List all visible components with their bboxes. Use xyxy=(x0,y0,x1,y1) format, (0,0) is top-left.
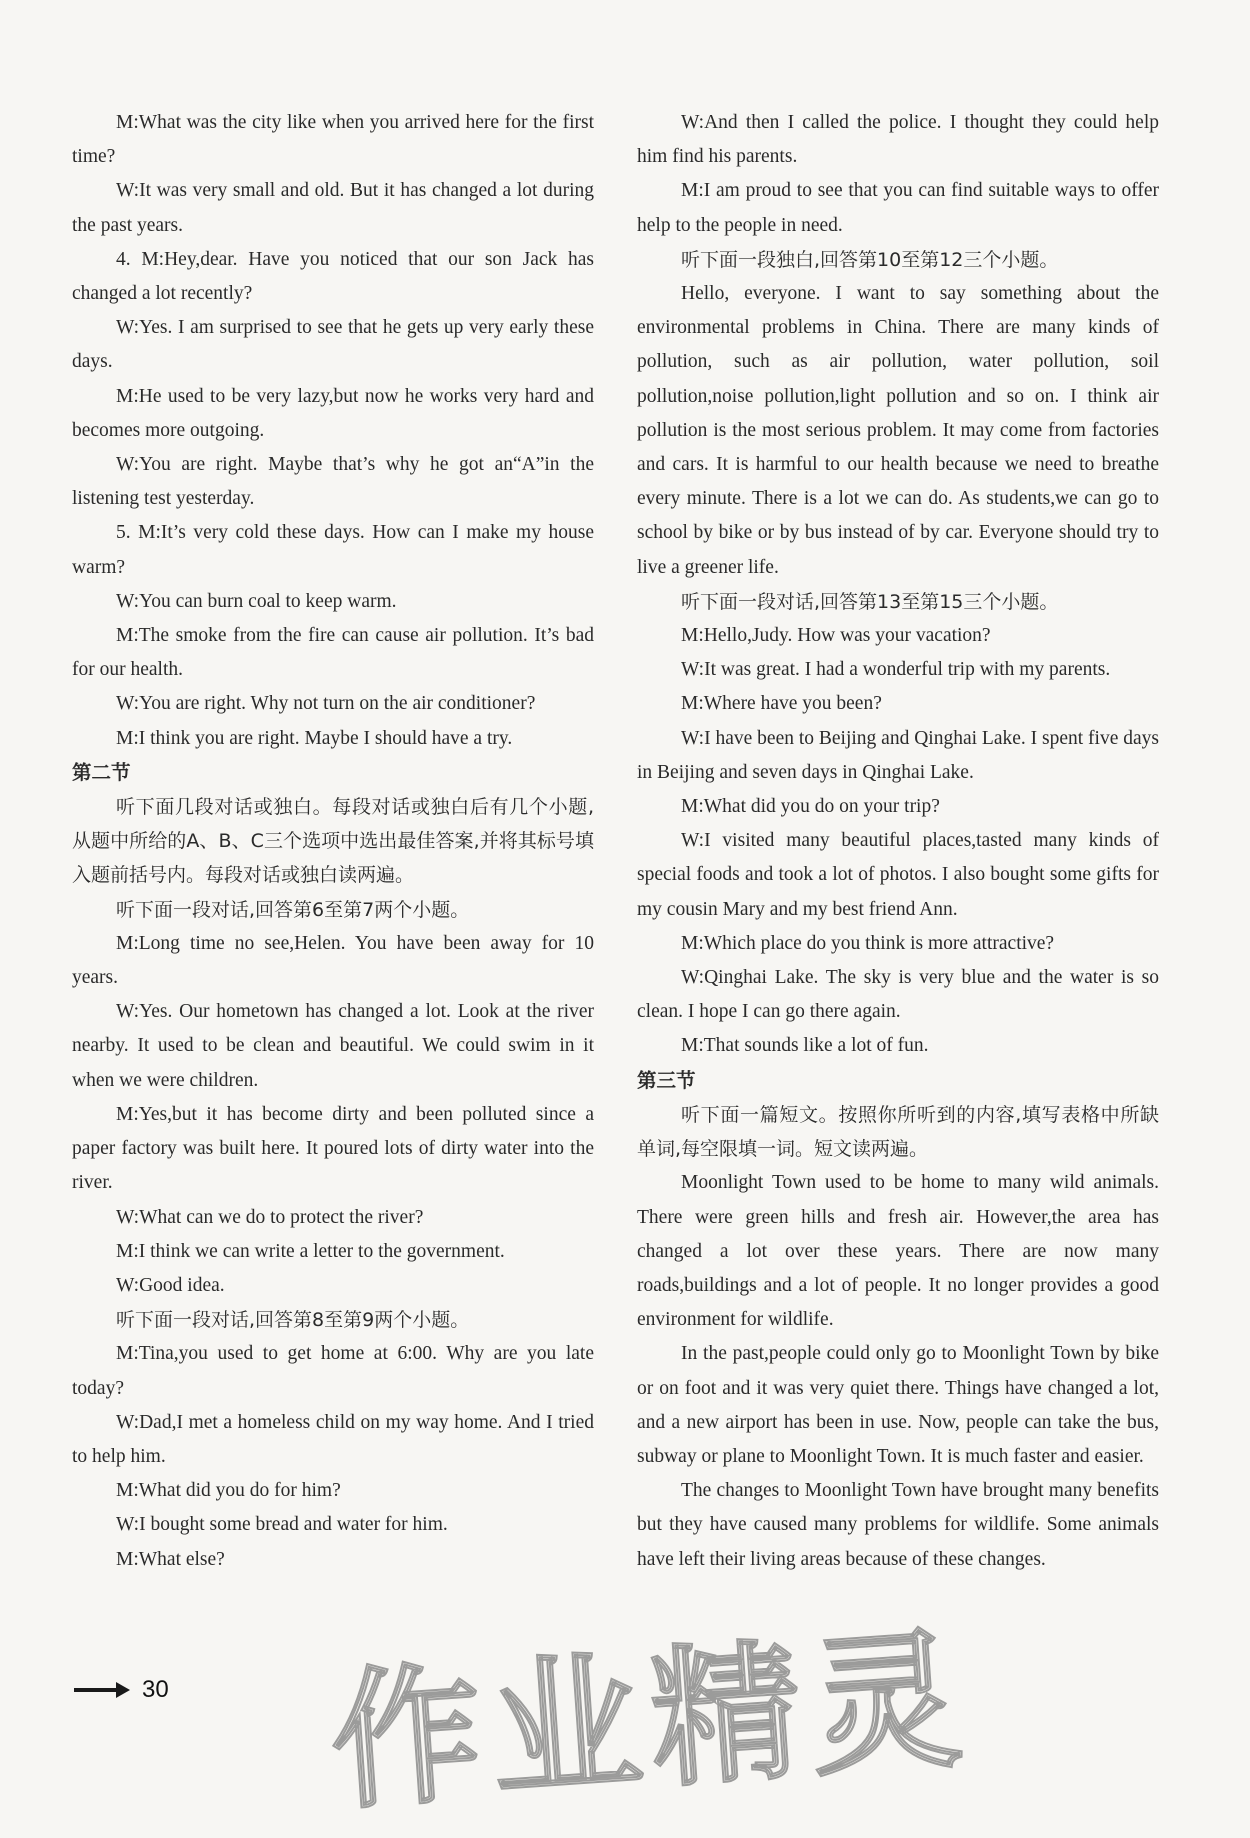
transcript-paragraph: W:You are right. Maybe that’s why he got an“A”in the listening test yesterday. xyxy=(72,454,594,510)
instruction-text: 听下面一篇短文。按照你所听到的内容,填写表格中所缺单词,每空限填一词。短文读两遍。 xyxy=(637,1103,1159,1161)
right-column xyxy=(637,106,1159,1577)
transcript-paragraph: W:I have been to Beijing and Qinghai Lake. I spent five days in Beijing and seven days in Qinghai Lake. xyxy=(637,727,1159,783)
instruction-text: 听下面几段对话或独白。每段对话或独白后有几个小题,从题中所给的A、B、C三个选项中选出最佳答案,并将其标号填入题前括号内。每段对话或独白读两遍。 xyxy=(72,796,594,887)
transcript-paragraph: In the past,people could only go to Moonlight Town by bike or on foot and it was very quiet there. Things have changed a lot, and a new airport has been in use. Now, people can take the bus, subway or plane to Moonlight Town. It is much faster and easier. xyxy=(637,1343,1159,1467)
transcript-paragraph: M:What was the city like when you arrived here for the first time? xyxy=(72,112,594,168)
transcript-paragraph: Hello, everyone. I want to say something about the environmental problems in China. There are many kinds of pollution, such as air pollution, water pollution, soil pollution,noise pollution,light pollution and so on. I think air pollution is the most serious problem. It may come from factories and cars. It is harmful to our health because we need to breathe every minute. There is a lot we can do. As students,we can go to school by bike or by bus instead of by car. Everyone should try to live a greener life. xyxy=(637,283,1159,578)
transcript-paragraph: M:I am proud to see that you can find suitable ways to offer help to the people in need. xyxy=(637,180,1159,236)
left-column xyxy=(72,106,594,1577)
transcript-paragraph: W:It was great. I had a wonderful trip with my parents. xyxy=(681,659,1111,681)
arrow-right-icon xyxy=(72,1678,132,1702)
transcript-paragraph: M:What did you do for him? xyxy=(116,1480,341,1502)
instruction-text: 听下面一段对话,回答第8至第9两个小题。 xyxy=(116,1309,470,1332)
transcript-paragraph: M:Yes,but it has become dirty and been polluted since a paper factory was built here. It poured lots of dirty water into the river. xyxy=(72,1103,594,1194)
section-heading: 第二节 xyxy=(72,760,131,784)
transcript-paragraph: The changes to Moonlight Town have brought many benefits but they have caused many problems for wildlife. Some animals have left their living areas because of these changes. xyxy=(637,1480,1159,1570)
transcript-paragraph: W:I bought some bread and water for him. xyxy=(116,1514,448,1536)
transcript-paragraph: W:Good idea. xyxy=(116,1274,225,1296)
transcript-paragraph: W:And then I called the police. I thought they could help him find his parents. xyxy=(637,112,1159,168)
transcript-paragraph: M:Long time no see,Helen. You have been away for 10 years. xyxy=(72,932,594,989)
section-heading: 第三节 xyxy=(637,1068,696,1092)
transcript-paragraph: M:The smoke from the fire can cause air pollution. It’s bad for our health. xyxy=(72,625,594,681)
page-number: 30 xyxy=(142,1676,169,1703)
transcript-paragraph: 5. M:It’s very cold these days. How can I make my house warm? xyxy=(72,522,594,578)
transcript-paragraph: W:Dad,I met a homeless child on my way home. And I tried to help him. xyxy=(72,1411,594,1467)
transcript-paragraph: M:What else? xyxy=(116,1548,225,1570)
page-footer xyxy=(72,1676,169,1704)
transcript-paragraph: M:Where have you been? xyxy=(681,693,882,715)
transcript-paragraph: M:What did you do on your trip? xyxy=(681,796,940,818)
transcript-paragraph: W:You are right. Why not turn on the air conditioner? xyxy=(116,693,536,715)
transcript-paragraph: W:I visited many beautiful places,tasted many kinds of special foods and took a lot of photos. I also bought some gifts for my cousin Mary and my best friend Ann. xyxy=(637,830,1159,920)
transcript-paragraph: M:That sounds like a lot of fun. xyxy=(681,1035,929,1057)
instruction-text: 听下面一段对话,回答第6至第7两个小题。 xyxy=(116,898,470,921)
transcript-paragraph: W:You can burn coal to keep warm. xyxy=(116,590,397,612)
transcript-paragraph: M:I think you are right. Maybe I should have a try. xyxy=(116,727,513,749)
transcript-paragraph: M:Hello,Judy. How was your vacation? xyxy=(681,625,991,647)
instruction-text: 听下面一段独白,回答第10至第12三个小题。 xyxy=(681,248,1059,271)
transcript-paragraph: W:What can we do to protect the river? xyxy=(116,1206,424,1228)
watermark-logo-bottom: 作业精灵 xyxy=(325,1612,977,1832)
transcript-paragraph: M:Which place do you think is more attractive? xyxy=(681,932,1055,954)
transcript-paragraph: M:I think we can write a letter to the government. xyxy=(116,1240,505,1262)
transcript-paragraph: W:It was very small and old. But it has changed a lot during the past years. xyxy=(72,180,594,236)
transcript-paragraph: Moonlight Town used to be home to many wild animals. There were green hills and fresh air. However,the area has changed a lot over these years. There are now many roads,buildings and a lot of people. It no longer provides a good environment for wildlife. xyxy=(637,1172,1159,1331)
transcript-paragraph: M:He used to be very lazy,but now he works very hard and becomes more outgoing. xyxy=(72,385,594,441)
transcript-paragraph: M:Tina,you used to get home at 6:00. Why are you late today? xyxy=(72,1343,594,1399)
transcript-paragraph: W:Qinghai Lake. The sky is very blue and the water is so clean. I hope I can go there again. xyxy=(637,967,1159,1023)
transcript-paragraph: W:Yes. Our hometown has changed a lot. Look at the river nearby. It used to be clean and beautiful. We could swim in it when we were children. xyxy=(72,1001,594,1091)
transcript-paragraph: 4. M:Hey,dear. Have you noticed that our son Jack has changed a lot recently? xyxy=(72,248,594,305)
transcript-paragraph: W:Yes. I am surprised to see that he gets up very early these days. xyxy=(72,317,594,373)
instruction-text: 听下面一段对话,回答第13至第15三个小题。 xyxy=(681,590,1059,613)
